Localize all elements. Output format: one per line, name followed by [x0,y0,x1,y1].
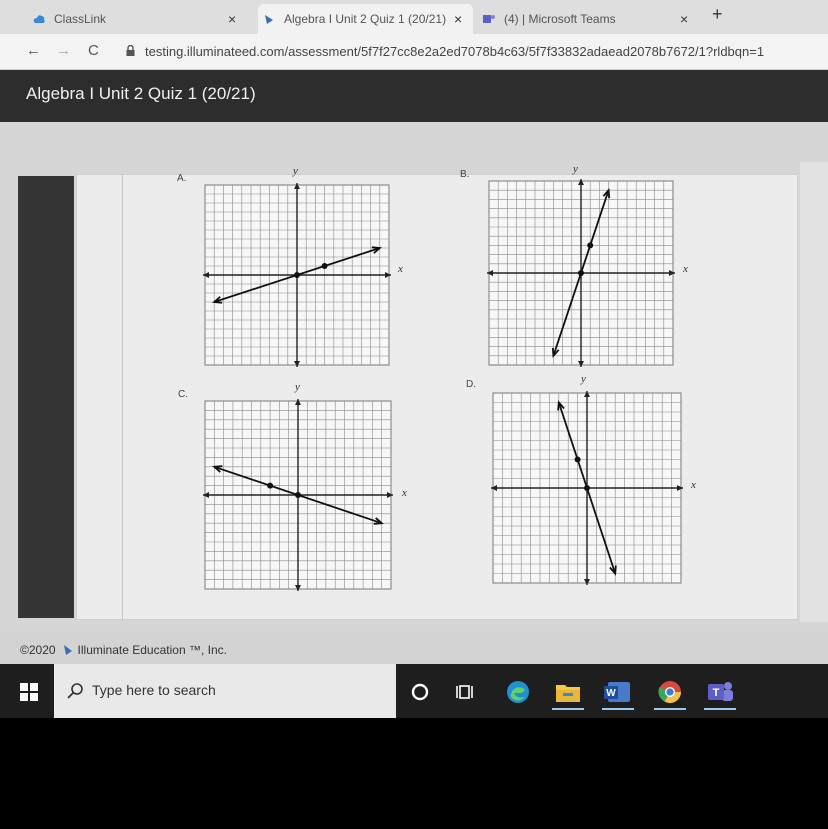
x-axis-label: x [398,263,403,275]
page-title: Algebra I Unit 2 Quiz 1 (20/21) [26,84,256,103]
plotted-point [322,263,328,269]
teams-letter: T [712,687,720,699]
x-axis-label: x [691,479,696,491]
tab-algebra-quiz[interactable] [258,4,473,34]
option-b-label[interactable]: B. [460,169,470,180]
tab-classlink[interactable] [32,4,250,34]
new-tab-button[interactable]: + [712,4,723,24]
option-b-graph[interactable] [485,177,677,369]
plotted-point [587,242,593,248]
word-letter: W [606,688,616,699]
teams-tab-icon [482,12,496,26]
word-icon[interactable] [598,672,638,712]
copyright-year: ©2020 [20,643,56,657]
reload-button[interactable]: C [88,42,99,59]
app-header [0,70,828,122]
option-c-graph[interactable] [201,397,395,593]
y-axis-label: y [293,165,298,177]
plotted-point [578,270,584,276]
back-button[interactable]: ← [26,42,41,59]
question-sidebar [18,176,74,618]
browser-tab-strip [0,0,828,34]
cortana-icon[interactable] [400,672,440,712]
plotted-point [295,492,301,498]
edge-icon[interactable] [498,672,538,712]
content-area [0,122,828,632]
windows-start-icon[interactable] [20,683,38,701]
forward-button[interactable]: → [56,42,71,59]
option-d-graph[interactable] [489,389,685,587]
y-axis-label: y [581,373,586,385]
tab-title: ClassLink [54,12,107,26]
option-a-label[interactable]: A. [177,173,187,184]
plotted-point [584,485,590,491]
plotted-point [575,457,581,463]
illuminate-icon [262,12,276,26]
x-axis-label: x [683,263,688,275]
task-view-icon[interactable] [446,672,486,712]
search-icon [66,682,84,700]
classlink-icon [32,12,46,26]
option-a-graph[interactable] [201,181,393,369]
close-tab-icon[interactable]: × [228,11,237,27]
active-indicator [552,708,584,710]
active-indicator [704,708,736,710]
file-explorer-icon[interactable] [548,672,588,712]
panel-divider [122,175,123,621]
close-tab-icon[interactable]: × [680,11,689,27]
url-field[interactable]: testing.illuminateed.com/assessment/5f7f27cc8e2a2ed7078b4c63/5f7f33832adaead2078b7672/1?rldbqn=1 [145,44,765,59]
question-panel [76,163,798,620]
tab-title: Algebra I Unit 2 Quiz 1 (20/21) [284,12,447,26]
x-axis-label: x [402,487,407,499]
option-d-label[interactable]: D. [466,379,476,390]
tab-microsoft-teams[interactable] [482,4,702,34]
teams-icon[interactable] [700,672,740,712]
lock-icon [126,45,135,56]
copyright [20,643,227,657]
y-axis-label: y [295,381,300,393]
y-axis-label: y [573,163,578,175]
active-indicator [654,708,686,710]
taskbar-search-box[interactable] [54,664,396,718]
company-name: Illuminate Education ™, Inc. [77,643,227,657]
chrome-icon[interactable] [650,672,690,712]
address-bar [0,34,828,70]
active-indicator [602,708,634,710]
option-c-label[interactable]: C. [178,389,188,400]
illuminate-logo-icon [62,644,74,656]
right-margin [800,162,828,622]
plotted-point [267,483,273,489]
tab-title: (4) | Microsoft Teams [504,12,616,26]
page-footer [0,632,828,664]
plotted-point [294,272,300,278]
search-placeholder: Type here to search [92,682,216,698]
close-tab-icon[interactable]: × [454,11,463,27]
